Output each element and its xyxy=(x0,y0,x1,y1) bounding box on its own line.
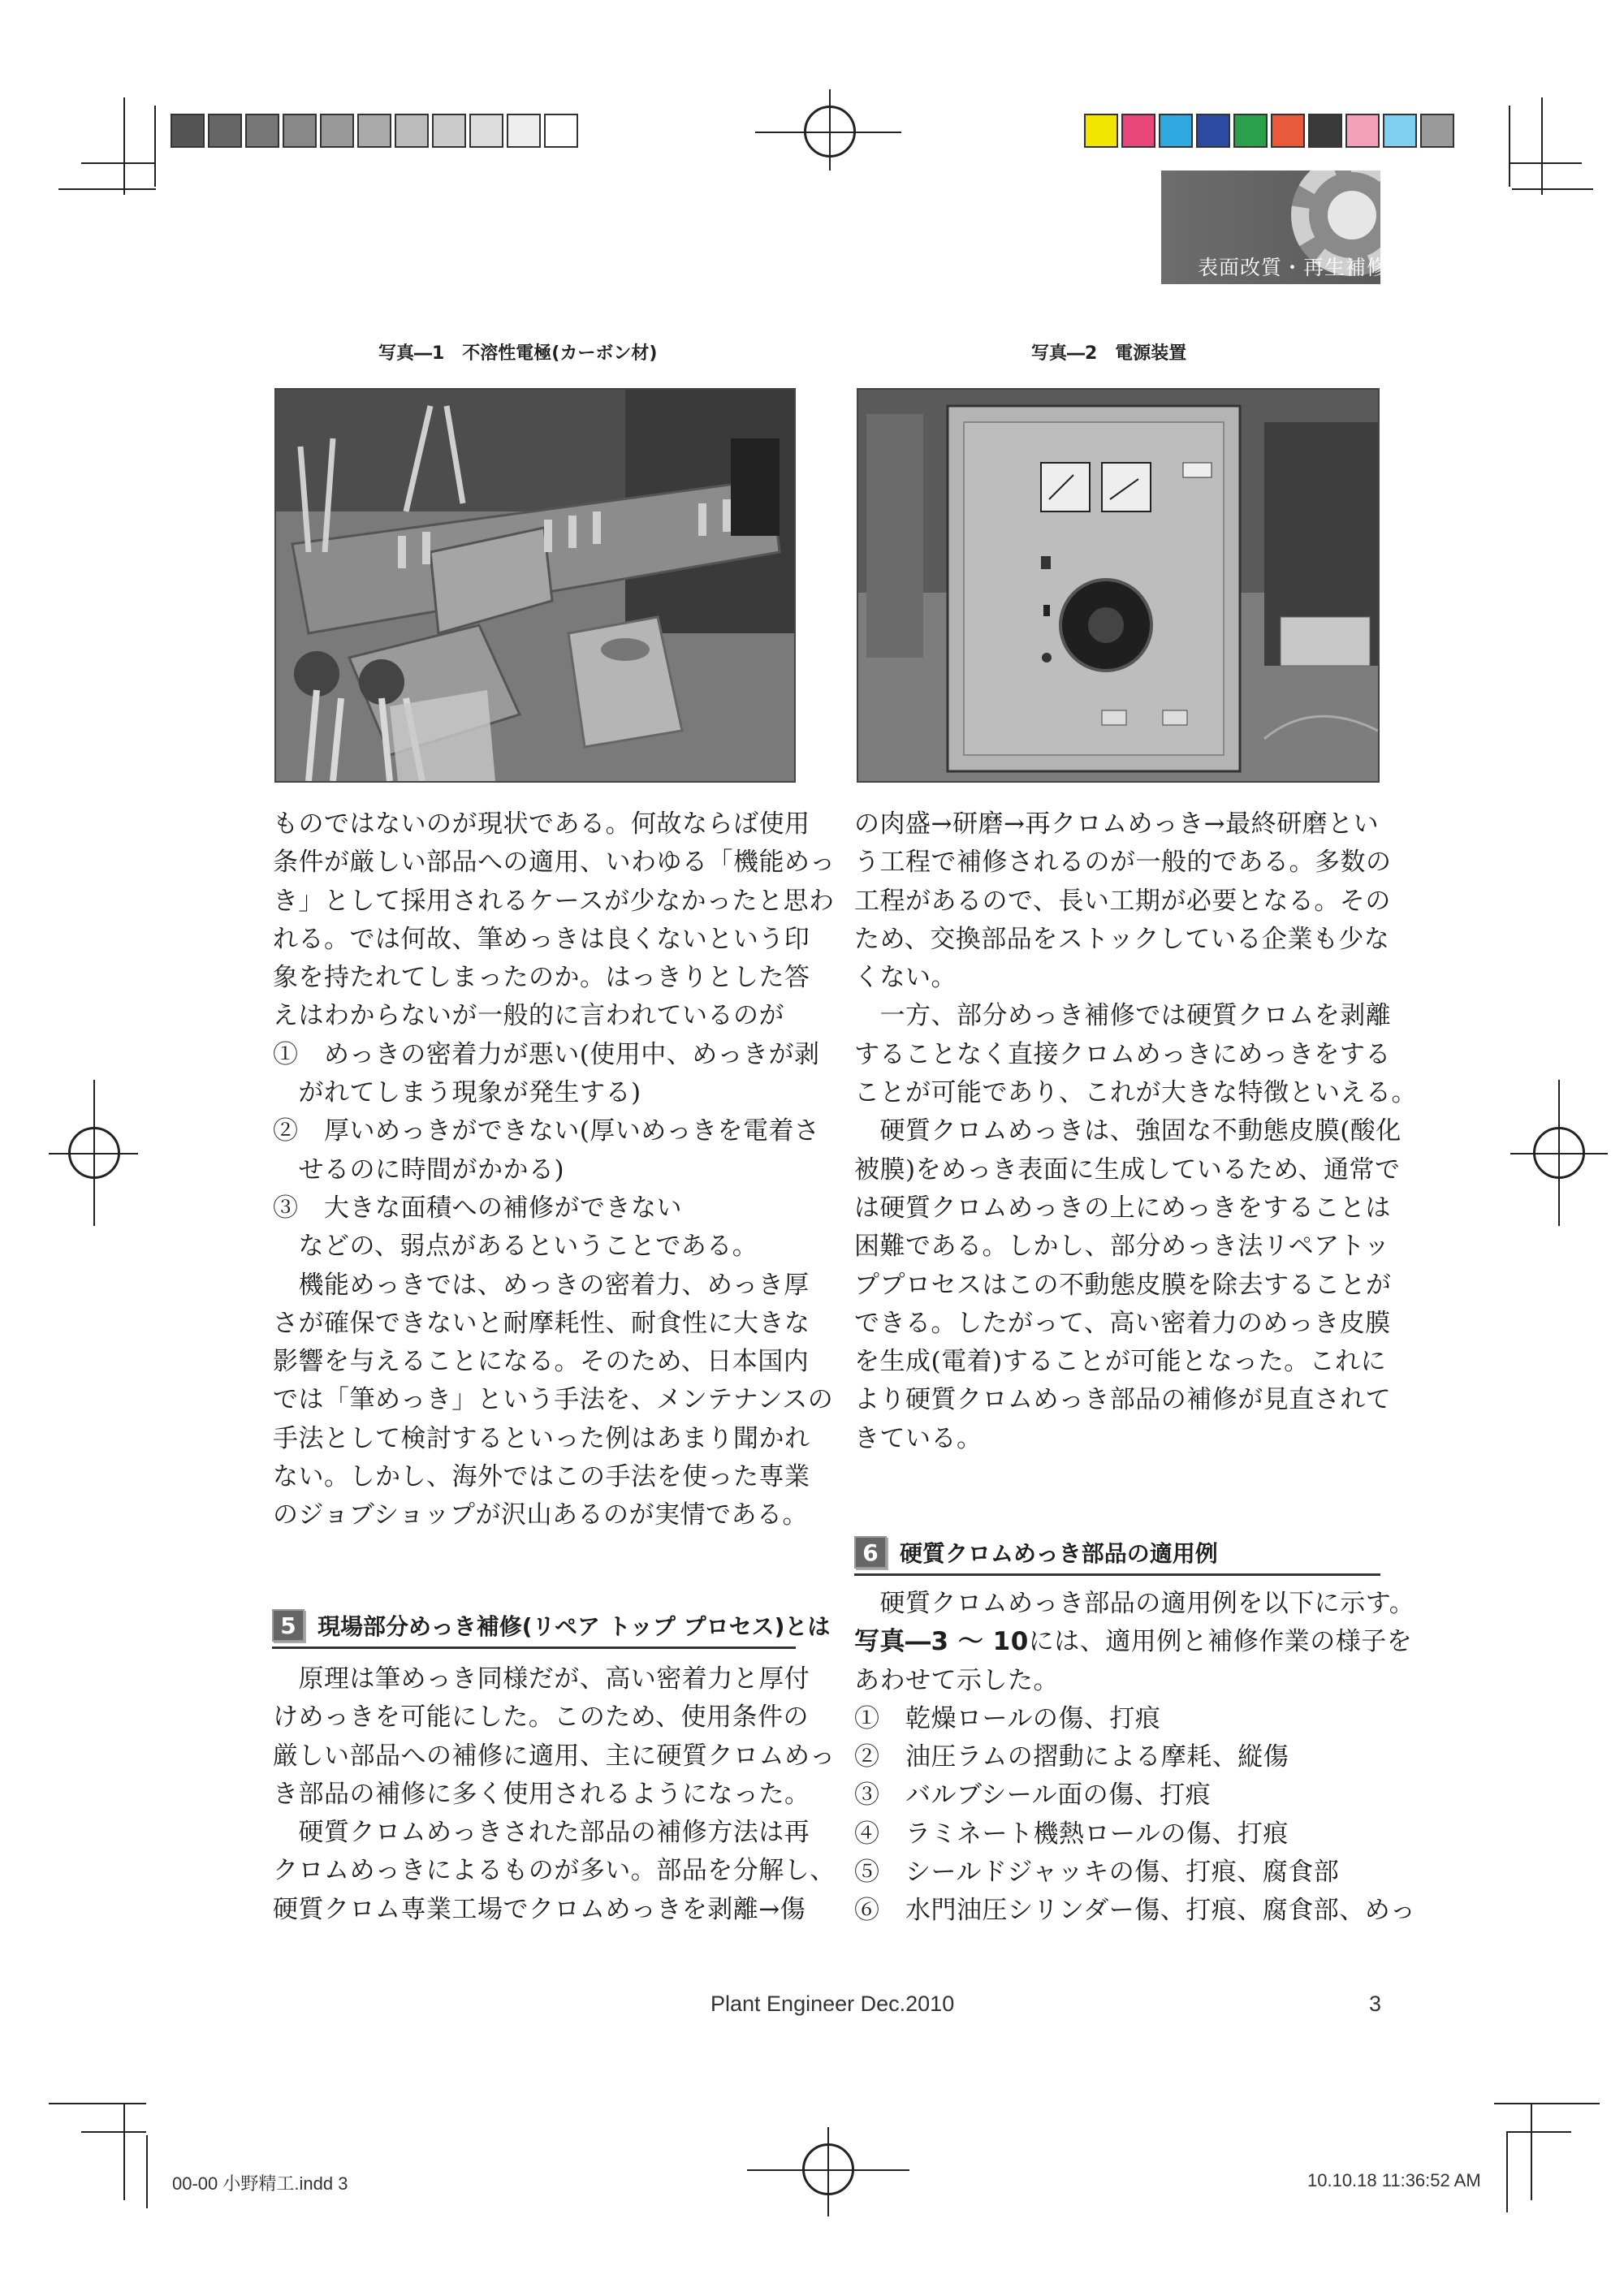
text-line: 機能めっきでは、めっきの密着力、めっき厚 xyxy=(273,1270,810,1300)
photo1-caption: 写真―1 不溶性電極(カーボン材) xyxy=(378,343,658,364)
text-line: 硬質クロムめっきは、強固な不動態皮膜(酸化 xyxy=(854,1116,1402,1146)
text-line: ことが可能であり、これが大きな特徴といえる。 xyxy=(854,1078,1417,1108)
section5-text xyxy=(273,1660,836,1929)
color-swatch xyxy=(1345,114,1380,148)
color-swatch xyxy=(1084,114,1118,148)
text-line: することなく直接クロムめっきにめっきをする xyxy=(854,1039,1391,1069)
text-line: 象を持たれてしまったのか。はっきりとした答 xyxy=(273,963,810,993)
color-swatch xyxy=(1233,114,1268,148)
section5-heading xyxy=(272,1609,830,1642)
text-line: う工程で補修されるのが一般的である。多数の xyxy=(854,848,1392,878)
text-line: 一方、部分めっき補修では硬質クロムを剥離 xyxy=(854,1001,1392,1031)
section6-heading xyxy=(854,1536,1218,1569)
text-line: れる。では何故、筆めっきは良くないという印 xyxy=(273,924,810,954)
text-line: などの、弱点があるということである。 xyxy=(273,1232,758,1262)
right-intro-text xyxy=(854,805,1417,1458)
color-swatch xyxy=(283,114,317,148)
text-line: きている。 xyxy=(854,1423,983,1453)
text-line: き部品の補修に多く使用されるようになった。 xyxy=(273,1779,810,1809)
text-line: ③ 大きな面積への補修ができない xyxy=(273,1193,682,1223)
text-line: 被膜)をめっき表面に生成しているため、通常で xyxy=(854,1154,1401,1185)
text-line: せるのに時間がかかる) xyxy=(273,1154,565,1185)
section6-title: 硬質クロムめっき部品の適用例 xyxy=(900,1540,1218,1567)
color-swatch xyxy=(469,114,503,148)
journal-footer: Plant Engineer Dec.2010 xyxy=(710,1992,955,2016)
text-line: えはわからないが一般的に言われているのが xyxy=(273,1001,784,1031)
text-line: さが確保できないと耐摩耗性、耐食性に大きな xyxy=(273,1308,810,1338)
color-swatch xyxy=(1383,114,1417,148)
text-line: 手法として検討するといった例はあまり聞かれ xyxy=(273,1423,810,1453)
text-line: できる。したがって、高い密着力のめっき皮膜 xyxy=(854,1308,1391,1338)
text-line: 工程があるので、長い工期が必要となる。その xyxy=(854,886,1391,916)
photo-carbon-electrode xyxy=(274,388,796,783)
text-line: ② 油圧ラムの摺動による摩耗、縦傷 xyxy=(854,1742,1289,1772)
color-swatch xyxy=(1308,114,1342,148)
slug-filename: 00-00 小野精工.indd 3 xyxy=(172,2173,348,2194)
text-line: より硬質クロムめっき部品の補修が見直されて xyxy=(854,1385,1392,1415)
color-swatch xyxy=(1420,114,1454,148)
text-line: 厳しい部品への補修に適用、主に硬質クロムめっ xyxy=(273,1741,836,1771)
text-line: 条件が厳しい部品への適用、いわゆる「機能めっ xyxy=(273,848,836,878)
text-line: ため、交換部品をストックしている企業も少な xyxy=(854,924,1390,954)
section6-list xyxy=(854,1700,1416,1926)
section6-line3: あわせて示した。 xyxy=(854,1665,1059,1695)
text-line: ① 乾燥ロールの傷、打痕 xyxy=(854,1703,1161,1733)
photo-power-supply xyxy=(857,388,1380,783)
color-swatch xyxy=(1271,114,1305,148)
section-tab-label: 表面改質・再生補修 xyxy=(1198,256,1389,279)
text-line: ① めっきの密着力が悪い(使用中、めっきが剥 xyxy=(273,1039,820,1069)
color-swatch xyxy=(357,114,391,148)
section6-text xyxy=(854,1585,1416,1926)
text-line: ない。しかし、海外ではこの手法を使った専業 xyxy=(273,1462,810,1492)
text-line: を生成(電着)することが可能となった。これに xyxy=(854,1347,1387,1377)
slug-timestamp: 10.10.18 11:36:52 AM xyxy=(1307,2170,1481,2190)
section6-number: 6 xyxy=(854,1536,887,1569)
text-line: クロムめっきによるものが多い。部品を分解し、 xyxy=(273,1856,836,1886)
text-line: ⑤ シールドジャッキの傷、打痕、腐食部 xyxy=(854,1858,1340,1888)
text-line: ものではないのが現状である。何故ならば使用 xyxy=(273,809,810,839)
page-number: 3 xyxy=(1369,1992,1382,2016)
text-line: ⑥ 水門油圧シリンダー傷、打痕、腐食部、めっ xyxy=(854,1896,1416,1926)
text-line: き」として採用されるケースが少なかったと思わ xyxy=(273,886,835,916)
text-line: 原理は筆めっき同様だが、高い密着力と厚付 xyxy=(273,1664,810,1694)
color-swatch xyxy=(320,114,354,148)
color-swatch xyxy=(395,114,429,148)
color-swatch xyxy=(245,114,279,148)
text-line: けめっきを可能にした。このため、使用条件の xyxy=(273,1703,809,1733)
section5-rule xyxy=(272,1646,796,1649)
color-swatch xyxy=(1159,114,1193,148)
text-line: くない。 xyxy=(854,963,957,993)
section6-line1: 硬質クロムめっき部品の適用例を以下に示す。 xyxy=(854,1589,1415,1618)
section6-rule xyxy=(854,1573,1380,1576)
text-line: 硬質クロム専業工場でクロムめっきを剥離→傷 xyxy=(273,1894,806,1924)
section5-number: 5 xyxy=(272,1609,304,1642)
text-line: 困難である。しかし、部分めっき法リペアトッ xyxy=(854,1232,1390,1262)
color-swatch xyxy=(208,114,242,148)
color-swatch xyxy=(1196,114,1230,148)
color-swatch xyxy=(544,114,578,148)
text-line: 影響を与えることになる。そのため、日本国内 xyxy=(273,1347,810,1377)
text-line: ③ バルブシール面の傷、打痕 xyxy=(854,1780,1212,1810)
text-line: ④ ラミネート機熱ロールの傷、打痕 xyxy=(854,1819,1289,1849)
text-line: では「筆めっき」という手法を、メンテナンスの xyxy=(273,1385,834,1415)
text-line: は硬質クロムめっきの上にめっきをすることは xyxy=(854,1193,1391,1223)
text-line: 硬質クロムめっきされた部品の補修方法は再 xyxy=(273,1818,810,1848)
text-line: の肉盛→研磨→再クロムめっき→最終研磨とい xyxy=(854,809,1380,839)
text-line: ② 厚いめっきができない(厚いめっきを電着さ xyxy=(273,1116,820,1146)
color-swatch xyxy=(432,114,466,148)
text-line: のジョブショップが沢山あるのが実情である。 xyxy=(273,1500,809,1530)
section6-line2: 写真―3 ～ 10には、適用例と補修作業の様子を xyxy=(854,1627,1413,1657)
color-swatch xyxy=(1121,114,1155,148)
color-swatch xyxy=(507,114,541,148)
text-line: ププロセスはこの不動態皮膜を除去することが xyxy=(854,1270,1392,1300)
color-swatch xyxy=(171,114,205,148)
photo2-caption: 写真―2 電源装置 xyxy=(1031,343,1187,364)
text-line: がれてしまう現象が発生する) xyxy=(273,1078,641,1108)
photo-ref: 写真―3 ～ 10 xyxy=(854,1627,1029,1657)
left-intro-text xyxy=(273,805,836,1535)
section5-title: 現場部分めっき補修(リペア トップ プロセス)とは xyxy=(317,1613,831,1640)
